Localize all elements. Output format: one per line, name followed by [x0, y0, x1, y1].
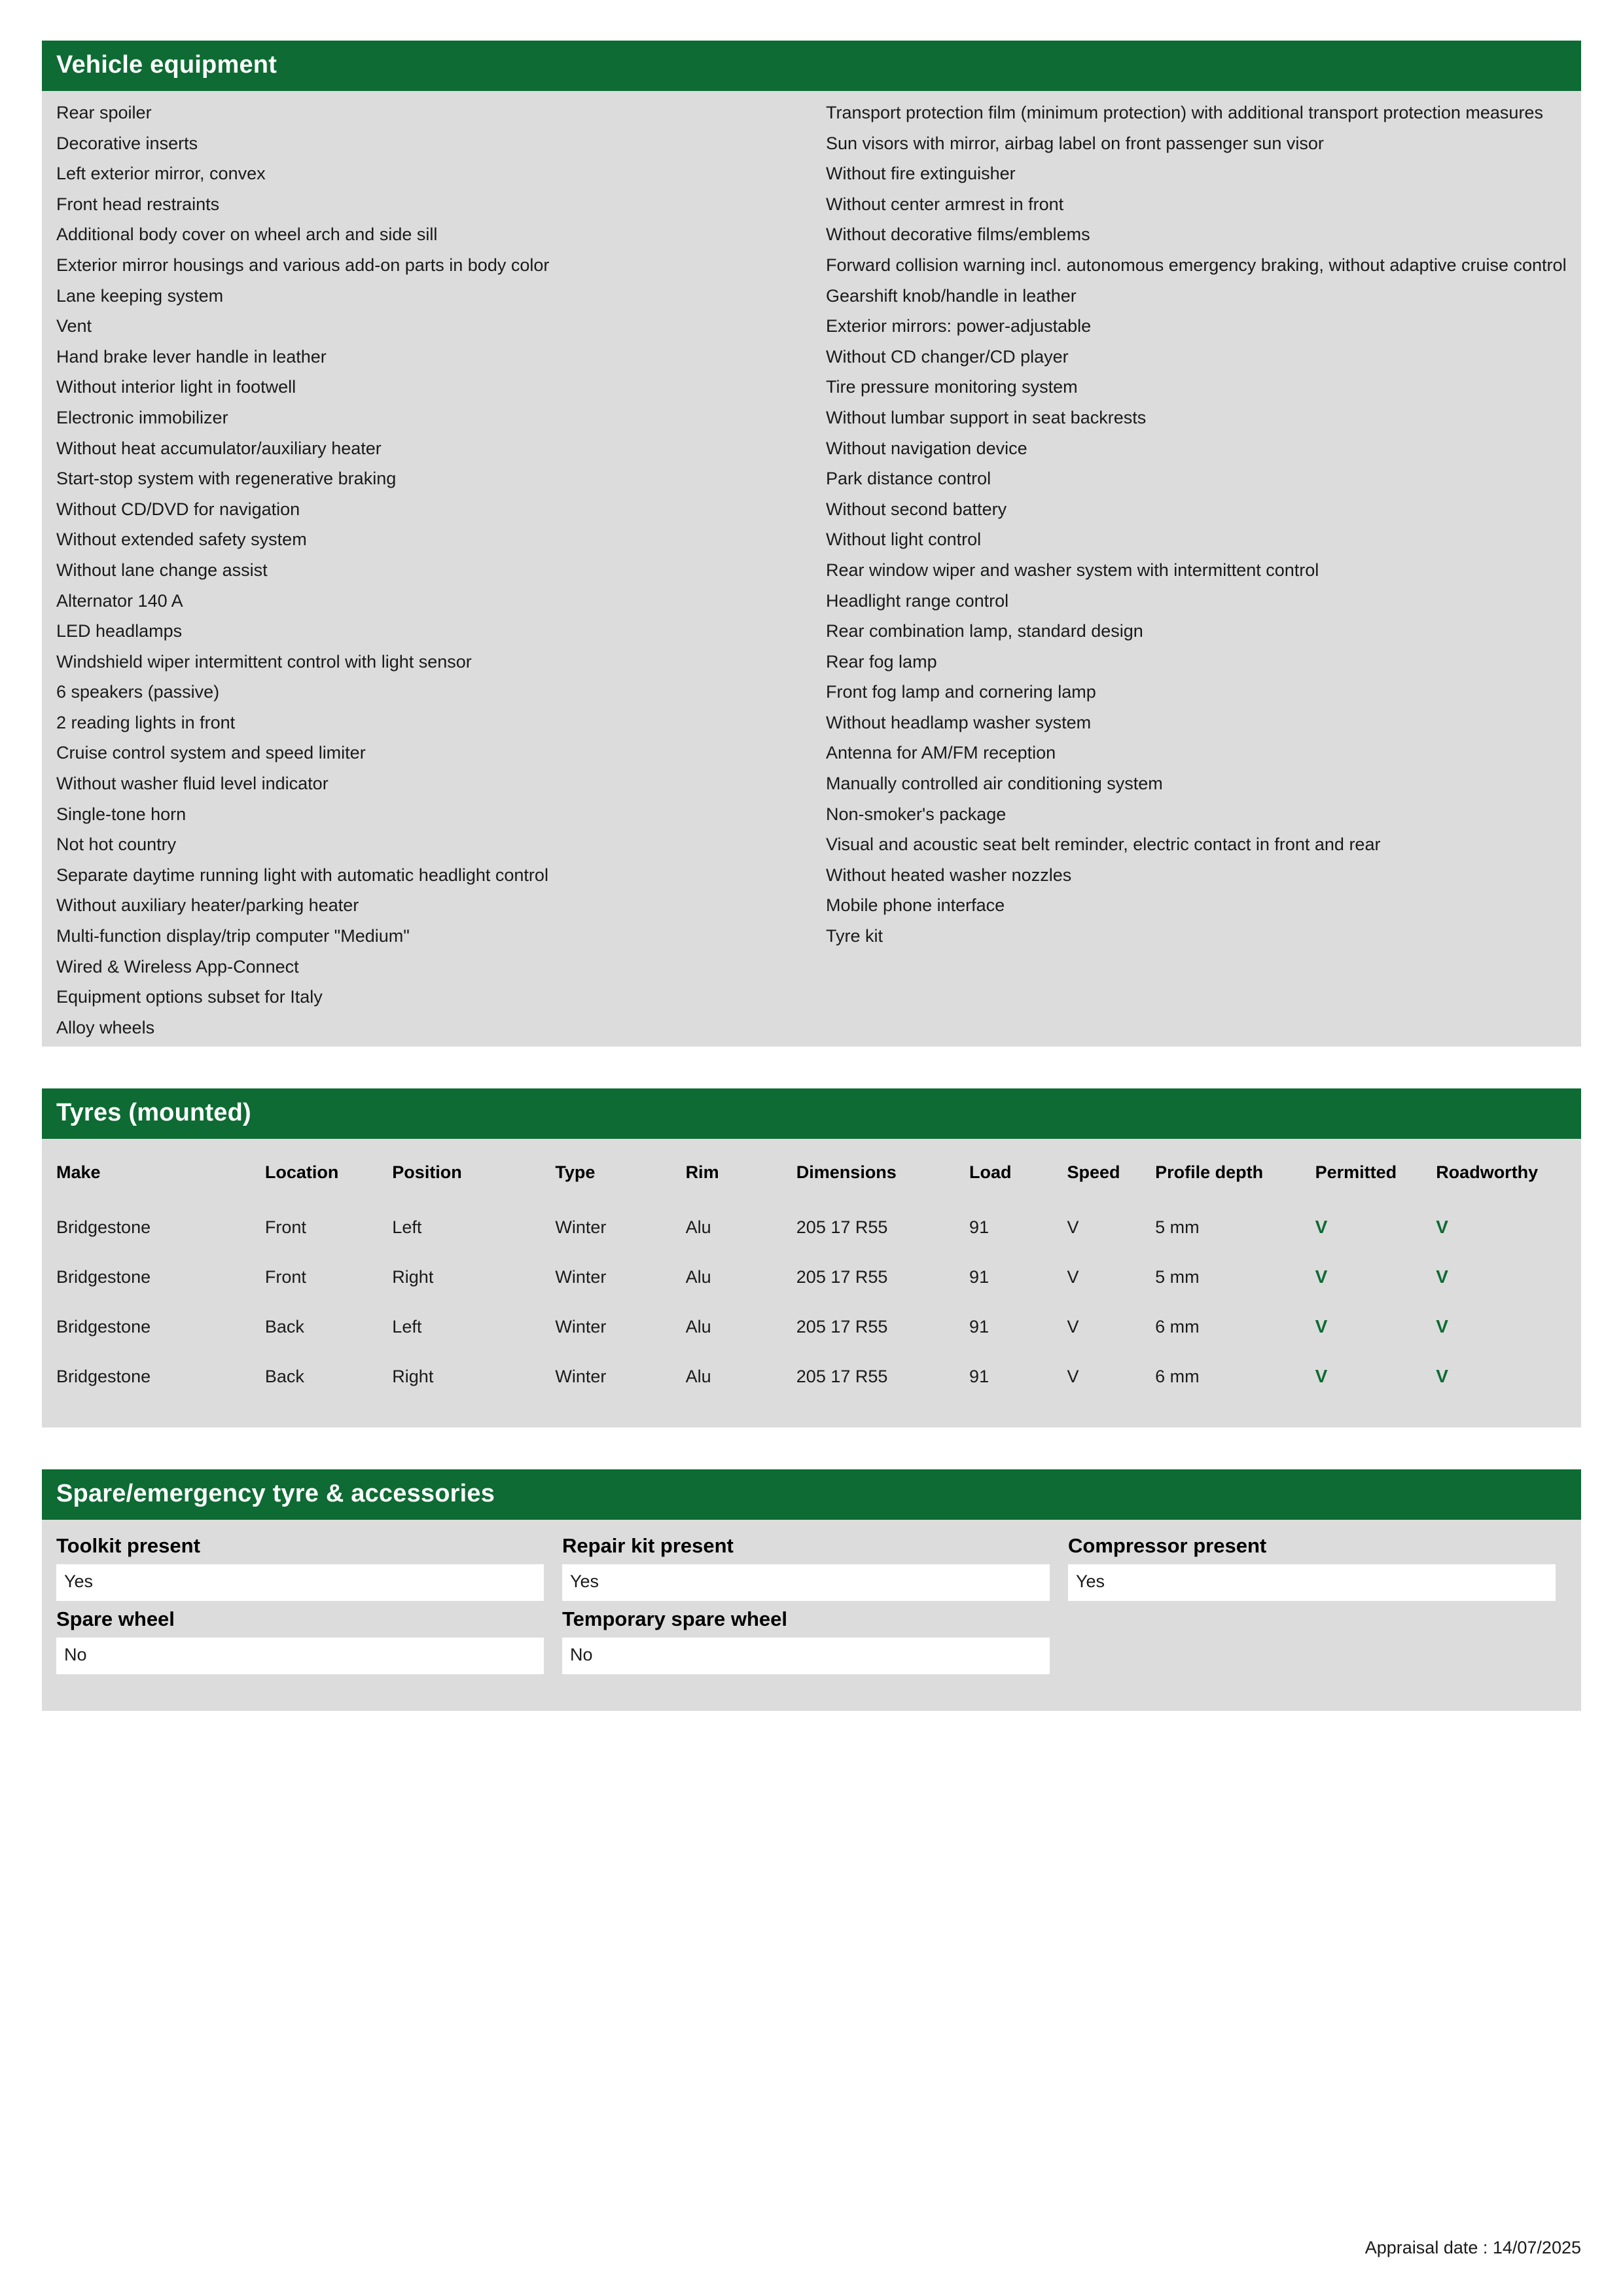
- tyre-rim: Alu: [685, 1266, 711, 1287]
- field-temporary-spare-wheel-label: Temporary spare wheel: [562, 1607, 788, 1631]
- equipment-item: Rear fog lamp: [826, 651, 937, 672]
- tyre-position: Right: [392, 1366, 434, 1386]
- equipment-item: Forward collision warning incl. autonomous emergency braking, without adaptive cruise control: [826, 255, 1567, 275]
- equipment-item: Cruise control system and speed limiter: [56, 743, 366, 763]
- equipment-item: 6 speakers (passive): [56, 682, 220, 702]
- roadworthy-check-icon: V: [1436, 1316, 1448, 1337]
- equipment-item: Without decorative films/emblems: [826, 224, 1090, 245]
- equipment-item: Gearshift knob/handle in leather: [826, 285, 1077, 306]
- tyre-type: Winter: [555, 1217, 607, 1237]
- tyres-col-rim: Rim: [685, 1162, 719, 1183]
- tyre-dimensions: 205 17 R55: [796, 1266, 888, 1287]
- equipment-item: Without fire extinguisher: [826, 164, 1016, 184]
- spare-row-1: [56, 1534, 1567, 1601]
- tyres-body: [42, 1139, 1581, 1427]
- equipment-item: Rear spoiler: [56, 103, 152, 122]
- tyre-permitted: [1315, 1252, 1436, 1302]
- tyre-rim: Alu: [685, 1217, 711, 1237]
- tyre-location: Back: [264, 1316, 304, 1336]
- equipment-item: Front fog lamp and cornering lamp: [826, 682, 1096, 702]
- permitted-check-icon: V: [1315, 1316, 1328, 1337]
- tyre-make: Bridgestone: [56, 1266, 151, 1287]
- tyres-col-make: Make: [56, 1162, 101, 1183]
- equipment-item: Headlight range control: [826, 590, 1009, 611]
- permitted-check-icon: V: [1315, 1366, 1328, 1387]
- table-row: [56, 1302, 1567, 1352]
- equipment-item: Without heated washer nozzles: [826, 865, 1072, 885]
- table-row: [56, 1352, 1567, 1401]
- equipment-column-right: [812, 98, 1581, 1043]
- tyre-dimensions: 205 17 R55: [796, 1217, 888, 1237]
- field-repair-kit-present-label: Repair kit present: [562, 1534, 734, 1558]
- equipment-item: Start-stop system with regenerative braking: [56, 469, 397, 489]
- tyre-permitted: [1315, 1302, 1436, 1352]
- field-toolkit-present-value[interactable]: Yes: [56, 1564, 544, 1601]
- field-repair-kit-present: [562, 1534, 1050, 1601]
- equipment-item: Without CD/DVD for navigation: [56, 499, 300, 519]
- field-spare-wheel: [56, 1607, 544, 1674]
- equipment-item: Decorative inserts: [56, 133, 198, 153]
- equipment-item: Non-smoker's package: [826, 804, 1007, 824]
- spare-title: Spare/emergency tyre & accessories: [42, 1469, 1581, 1520]
- tyres-col-speed: Speed: [1067, 1162, 1120, 1183]
- equipment-item: Without CD changer/CD player: [826, 346, 1069, 367]
- tyre-type: Winter: [555, 1316, 607, 1336]
- equipment-item: LED headlamps: [56, 621, 183, 641]
- equipment-item: Vent: [56, 316, 92, 336]
- equipment-item: Tyre kit: [826, 926, 883, 946]
- field-compressor-present-value[interactable]: Yes: [1068, 1564, 1556, 1601]
- field-toolkit-present-label: Toolkit present: [56, 1534, 200, 1558]
- tyre-position: Right: [392, 1266, 434, 1287]
- tyre-type: Winter: [555, 1366, 607, 1386]
- equipment-item: Without headlamp washer system: [826, 712, 1092, 732]
- equipment-item: Without navigation device: [826, 438, 1027, 458]
- equipment-item: Alternator 140 A: [56, 590, 183, 611]
- appraisal-date: Appraisal date : 14/07/2025: [1364, 2238, 1581, 2257]
- spare-section: [42, 1469, 1581, 1711]
- tyre-location: Front: [264, 1217, 306, 1237]
- tyre-dimensions: 205 17 R55: [796, 1366, 888, 1386]
- field-compressor-present-label: Compressor present: [1068, 1534, 1267, 1558]
- tyres-section: [42, 1088, 1581, 1427]
- equipment-item: Without interior light in footwell: [56, 377, 296, 397]
- equipment-item: Without extended safety system: [56, 529, 307, 550]
- roadworthy-check-icon: V: [1436, 1366, 1448, 1387]
- field-repair-kit-present-value[interactable]: Yes: [562, 1564, 1050, 1601]
- roadworthy-check-icon: V: [1436, 1266, 1448, 1287]
- equipment-item: Without lumbar support in seat backrests: [826, 407, 1147, 427]
- tyres-col-dimensions: Dimensions: [796, 1162, 897, 1183]
- equipment-item: Lane keeping system: [56, 285, 224, 306]
- tyres-title: Tyres (mounted): [42, 1088, 1581, 1139]
- permitted-check-icon: V: [1315, 1266, 1328, 1287]
- equipment-item: Mobile phone interface: [826, 895, 1005, 916]
- tyres-col-location: Location: [264, 1162, 339, 1183]
- equipment-item: Antenna for AM/FM reception: [826, 743, 1056, 763]
- spare-body: [42, 1520, 1581, 1711]
- tyre-make: Bridgestone: [56, 1217, 151, 1237]
- equipment-item: Additional body cover on wheel arch and side sill: [56, 224, 438, 245]
- vehicle-equipment-body: [42, 91, 1581, 1047]
- equipment-item: 2 reading lights in front: [56, 712, 236, 732]
- tyres-col-type: Type: [555, 1162, 596, 1183]
- table-row: [56, 1202, 1567, 1252]
- tyre-profile-depth: 6 mm: [1155, 1366, 1200, 1386]
- tyres-col-permitted: Permitted: [1315, 1162, 1397, 1183]
- equipment-item: Without second battery: [826, 499, 1007, 519]
- tyre-type: Winter: [555, 1266, 607, 1287]
- tyre-permitted: [1315, 1202, 1436, 1252]
- field-compressor-present: [1068, 1534, 1556, 1601]
- tyre-permitted: [1315, 1352, 1436, 1401]
- tyres-col-position: Position: [392, 1162, 462, 1183]
- tyre-location: Back: [264, 1366, 304, 1386]
- field-temporary-spare-wheel-value[interactable]: No: [562, 1638, 1050, 1674]
- field-temporary-spare-wheel: [562, 1607, 1050, 1674]
- tyre-profile-depth: 5 mm: [1155, 1217, 1200, 1237]
- roadworthy-check-icon: V: [1436, 1217, 1448, 1238]
- equipment-item: Multi-function display/trip computer "Medium": [56, 926, 410, 946]
- tyres-col-load: Load: [969, 1162, 1012, 1183]
- equipment-item: Exterior mirror housings and various add-on parts in body color: [56, 255, 550, 275]
- tyre-roadworthy: [1436, 1302, 1567, 1352]
- equipment-item: Visual and acoustic seat belt reminder, electric contact in front and rear: [826, 834, 1381, 855]
- equipment-item: Without washer fluid level indicator: [56, 774, 329, 794]
- tyres-table: [56, 1156, 1567, 1401]
- equipment-item: Hand brake lever handle in leather: [56, 346, 327, 367]
- equipment-item: Tire pressure monitoring system: [826, 377, 1078, 397]
- equipment-item: Alloy wheels: [56, 1017, 155, 1037]
- equipment-item: Single-tone horn: [56, 804, 187, 824]
- tyres-header-row: [56, 1156, 1567, 1202]
- equipment-item: Without lane change assist: [56, 560, 268, 580]
- tyre-speed: V: [1067, 1316, 1079, 1336]
- tyre-roadworthy: [1436, 1352, 1567, 1401]
- tyre-roadworthy: [1436, 1252, 1567, 1302]
- equipment-item: Without auxiliary heater/parking heater: [56, 895, 359, 916]
- equipment-item: Exterior mirrors: power-adjustable: [826, 316, 1092, 336]
- tyre-load: 91: [969, 1316, 990, 1336]
- vehicle-equipment-title: Vehicle equipment: [42, 41, 1581, 91]
- tyre-rim: Alu: [685, 1316, 711, 1336]
- tyre-make: Bridgestone: [56, 1366, 151, 1386]
- equipment-item: Without center armrest in front: [826, 194, 1064, 214]
- equipment-item: Electronic immobilizer: [56, 407, 228, 427]
- equipment-item: Without heat accumulator/auxiliary heater: [56, 438, 382, 458]
- vehicle-equipment-section: [42, 41, 1581, 1047]
- tyres-col-depth: Profile depth: [1155, 1162, 1264, 1183]
- tyre-load: 91: [969, 1266, 990, 1287]
- equipment-item: Without light control: [826, 529, 982, 550]
- tyre-load: 91: [969, 1366, 990, 1386]
- permitted-check-icon: V: [1315, 1217, 1328, 1238]
- tyre-position: Left: [392, 1316, 422, 1336]
- equipment-item: Not hot country: [56, 834, 177, 855]
- tyre-profile-depth: 6 mm: [1155, 1316, 1200, 1336]
- equipment-item: Left exterior mirror, convex: [56, 164, 266, 184]
- equipment-item: Windshield wiper intermittent control with light sensor: [56, 651, 472, 672]
- tyre-load: 91: [969, 1217, 990, 1237]
- equipment-item: Equipment options subset for Italy: [56, 987, 323, 1007]
- tyre-roadworthy: [1436, 1202, 1567, 1252]
- equipment-item: Rear window wiper and washer system with intermittent control: [826, 560, 1319, 580]
- equipment-item: Manually controlled air conditioning system: [826, 774, 1163, 794]
- equipment-item: Separate daytime running light with automatic headlight control: [56, 865, 548, 885]
- equipment-item: Sun visors with mirror, airbag label on front passenger sun visor: [826, 133, 1324, 153]
- tyre-speed: V: [1067, 1217, 1079, 1237]
- equipment-item: Transport protection film (minimum protection) with additional transport protection measures: [826, 103, 1543, 122]
- tyre-rim: Alu: [685, 1366, 711, 1386]
- tyre-speed: V: [1067, 1366, 1079, 1386]
- tyre-profile-depth: 5 mm: [1155, 1266, 1200, 1287]
- tyre-speed: V: [1067, 1266, 1079, 1287]
- tyres-col-roadworthy: Roadworthy: [1436, 1162, 1539, 1183]
- field-spare-wheel-value[interactable]: No: [56, 1638, 544, 1674]
- field-spare-wheel-label: Spare wheel: [56, 1607, 175, 1631]
- tyre-dimensions: 205 17 R55: [796, 1316, 888, 1336]
- field-toolkit-present: [56, 1534, 544, 1601]
- tyre-position: Left: [392, 1217, 422, 1237]
- spare-row-2: [56, 1607, 1567, 1674]
- table-row: [56, 1252, 1567, 1302]
- equipment-item: Park distance control: [826, 469, 991, 489]
- equipment-item: Wired & Wireless App-Connect: [56, 956, 299, 977]
- equipment-item: Rear combination lamp, standard design: [826, 621, 1143, 641]
- tyre-location: Front: [264, 1266, 306, 1287]
- equipment-item: Front head restraints: [56, 194, 220, 214]
- equipment-column-left: [42, 98, 812, 1043]
- tyre-make: Bridgestone: [56, 1316, 151, 1336]
